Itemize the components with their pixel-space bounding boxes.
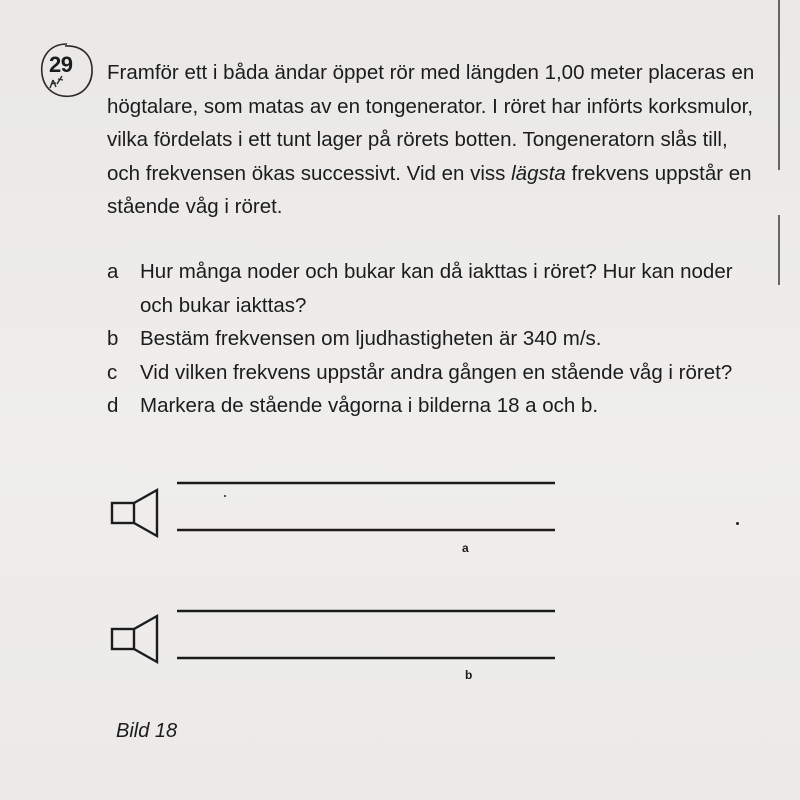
intro-italic-word: lägsta: [511, 161, 566, 185]
loudspeaker-icon: [112, 490, 157, 536]
page-edge-mark: [778, 0, 780, 170]
part-text: Markera de stående vågorna i bilderna 18 a och b.: [140, 394, 599, 417]
problem-parts: [107, 255, 767, 423]
figure-caption: Bild 18: [116, 720, 178, 742]
loudspeaker-icon: [112, 616, 157, 662]
tube-diagrams: [100, 470, 580, 710]
part-d: [107, 389, 767, 423]
part-a: [107, 255, 767, 322]
part-text: Bestäm frekvensen om ljudhastigheten är 340 m/s.: [140, 327, 602, 350]
part-letter: c: [107, 360, 118, 384]
problem-number: 29: [49, 52, 73, 77]
figure-label-b: b: [465, 668, 473, 682]
figure-18: [100, 470, 580, 710]
diagram-b: [112, 611, 555, 662]
paper-speck: [224, 495, 226, 497]
figure-label-a: a: [462, 541, 469, 555]
part-letter: d: [107, 394, 119, 417]
part-letter: b: [107, 327, 119, 350]
intro-text-end: frekvens uppstår en stående våg i röret.: [107, 161, 752, 218]
part-b: [107, 322, 767, 356]
part-text: Vid vilken frekvens uppstår andra gången en stående våg i röret?: [140, 360, 733, 384]
page-edge-mark: [778, 215, 780, 285]
intro-text: Framför ett i båda ändar öppet rör med längden 1,00 meter placeras en högtalare, som matas av en tongenerator. I röret har införts korksmulor, vilka fördelats i ett tunt lager på rörets botten. Tongeneratorn slås till, och frekvensen ökas successivt. Vid en viss: [107, 61, 755, 185]
diagram-a: [112, 483, 555, 536]
problem-intro: [107, 56, 757, 224]
part-c: [107, 356, 767, 390]
paper-speck: [736, 522, 739, 525]
part-letter: a: [107, 260, 119, 283]
problem-number-badge: [37, 40, 95, 102]
part-text: Hur många noder och bukar kan då iakttas i röret? Hur kan noder och bukar iakttas?: [140, 260, 733, 317]
